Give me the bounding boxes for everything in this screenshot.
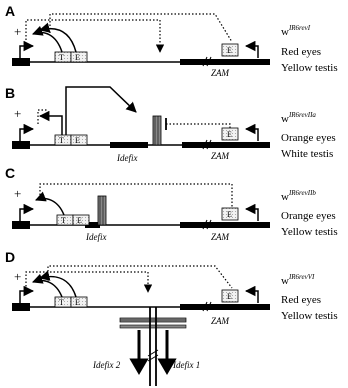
idefix-1-label: Idefix 1 — [173, 360, 201, 370]
idefix-label: Idefix — [86, 232, 107, 242]
insulator-block — [153, 116, 161, 145]
activation-arrow — [66, 87, 136, 135]
zam-enhancer-label: E — [227, 130, 232, 139]
activation-arrow — [40, 116, 62, 135]
regulatory-arc — [26, 20, 160, 52]
promoter-arrow — [20, 291, 33, 303]
panel-c — [5, 165, 338, 242]
enhancer-label-t: T — [59, 53, 64, 62]
idefix-2-label: Idefix 2 — [93, 360, 121, 370]
zam-label: ZAM — [211, 151, 229, 161]
zam-enhancer-label: E — [227, 46, 232, 55]
panel-a — [5, 3, 338, 78]
panel-letter: D — [5, 249, 16, 265]
zam-body — [180, 59, 270, 65]
regulatory-arc — [50, 14, 232, 42]
insertion-bar-bottom — [120, 325, 186, 328]
plus-sign: + — [14, 186, 22, 201]
white-gene-block — [12, 303, 30, 311]
allele-name: $w^{IR6revIIb}$ — [281, 189, 316, 203]
zam-enhancer-label: E — [227, 210, 232, 219]
regulatory-arc — [48, 266, 232, 288]
zam-promoter-arrow — [246, 46, 258, 58]
panel-letter: C — [5, 165, 16, 181]
regulatory-arc — [166, 124, 230, 130]
zam-label: ZAM — [211, 68, 229, 78]
plus-sign: + — [14, 24, 22, 39]
zam-body — [180, 304, 270, 310]
phenotype-eyes: Red eyes — [281, 294, 322, 306]
zam-promoter-arrow — [246, 129, 258, 141]
zam-body — [180, 222, 270, 228]
regulatory-arc — [26, 272, 148, 292]
idefix-label: Idefix — [117, 153, 138, 163]
white-gene-block — [12, 221, 30, 229]
zam-label: ZAM — [211, 232, 229, 242]
zam-promoter-arrow — [246, 209, 258, 221]
enhancer-label-t: T — [59, 298, 64, 307]
phenotype-testis: White testis — [281, 148, 334, 160]
insulator-block — [98, 196, 106, 225]
white-gene-block — [12, 141, 30, 149]
phenotype-eyes: Red eyes — [281, 46, 322, 58]
enhancer-label-t: T — [59, 136, 64, 145]
activation-arrow — [33, 33, 62, 52]
zam-promoter-arrow — [246, 291, 258, 303]
allele-name: $w^{IR6revI}$ — [281, 24, 311, 38]
promoter-arrow — [20, 209, 33, 221]
enhancer-label-t: T — [61, 216, 66, 225]
panel-letter: A — [5, 3, 16, 19]
plus-sign: + — [14, 269, 22, 284]
panel-d — [5, 249, 338, 386]
zam-enhancer-label: E — [227, 292, 232, 301]
regulatory-arc — [38, 110, 48, 124]
idefix-arrow-down — [160, 330, 174, 372]
activation-arrow — [40, 29, 76, 52]
phenotype-testis: Yellow testis — [281, 62, 338, 74]
white-gene-block — [12, 58, 30, 66]
phenotype-testis: Yellow testis — [281, 226, 338, 238]
enhancer-label-e: E — [77, 216, 82, 225]
idefix-body — [110, 142, 148, 148]
promoter-arrow — [20, 46, 33, 58]
idefix-arrow-down — [132, 330, 146, 372]
phenotype-testis: Yellow testis — [281, 310, 338, 322]
plus-sign: + — [14, 106, 22, 121]
zam-body — [182, 142, 270, 148]
allele-name: $w^{IR6revIIa}$ — [281, 111, 316, 125]
allele-name: $w^{IR6revVI}$ — [281, 273, 315, 287]
zam-label: ZAM — [211, 316, 229, 326]
phenotype-eyes: Orange eyes — [281, 132, 336, 144]
phenotype-eyes: Orange eyes — [281, 210, 336, 222]
promoter-arrow — [20, 129, 33, 141]
activation-arrow — [40, 277, 76, 297]
enhancer-label-e: E — [75, 53, 80, 62]
panel-letter: B — [5, 85, 16, 101]
enhancer-label-e: E — [75, 136, 80, 145]
enhancer-label-e: E — [75, 298, 80, 307]
activation-arrow — [33, 281, 62, 297]
regulatory-arc — [40, 184, 232, 210]
panel-b — [5, 85, 336, 163]
activation-arrow — [36, 199, 64, 215]
